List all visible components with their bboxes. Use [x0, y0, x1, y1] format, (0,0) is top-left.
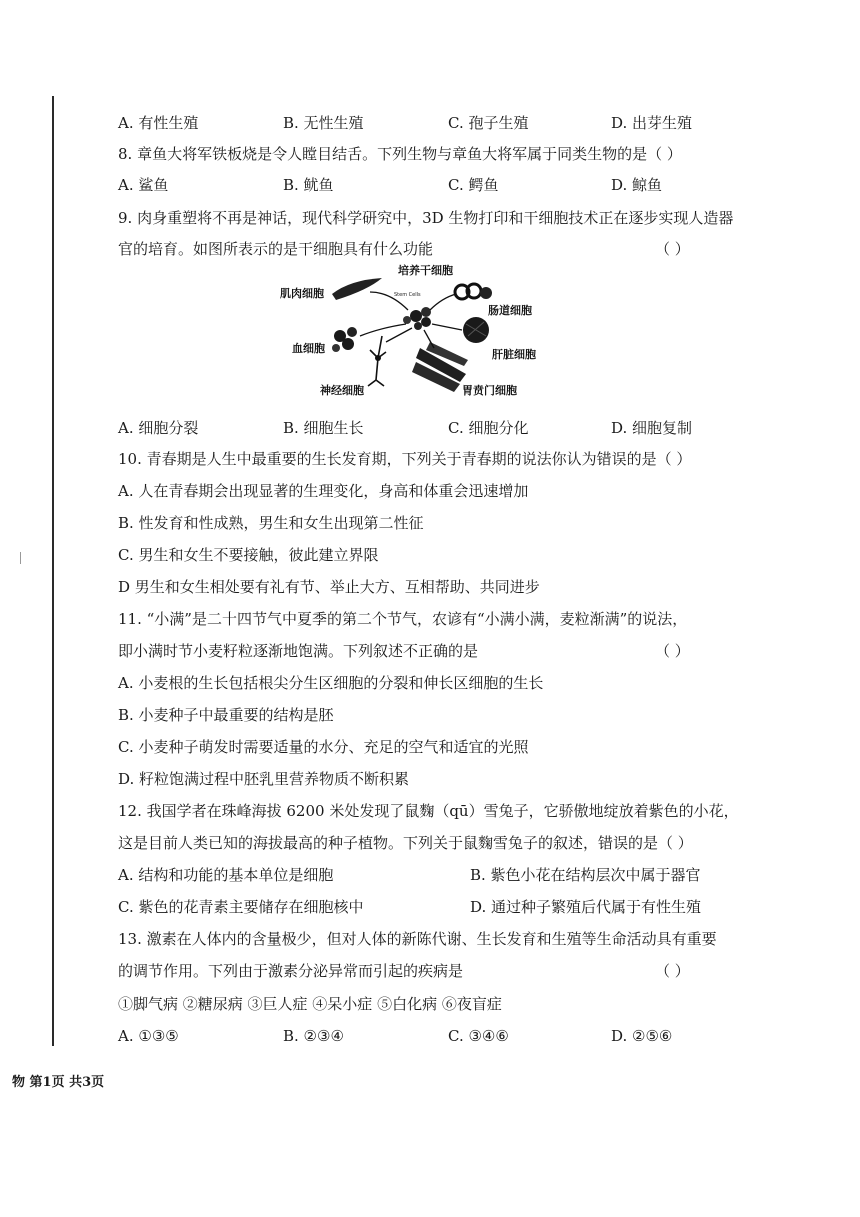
- q13-option-c: C. ③④⑥: [448, 1027, 509, 1045]
- q12-option-d: D. 通过种子繁殖后代属于有性生殖: [470, 898, 702, 916]
- q12-option-a: A. 结构和功能的基本单位是细胞: [118, 866, 334, 884]
- diagram-label-intestine: 肠道细胞: [488, 304, 532, 317]
- diagram-label-liver: 肝脏细胞: [492, 348, 536, 361]
- q12-stem-line2: 这是目前人类已知的海拔最高的种子植物。下列关于鼠麴雪兔子的叙述，错误的是（ ）: [118, 834, 693, 852]
- stomach-cell-icon: [412, 342, 468, 392]
- q8-stem: 8. 章鱼大将军铁板烧是令人瞠目结舌。下列生物与章鱼大将军属于同类生物的是（ ）: [118, 145, 682, 163]
- diagram-label-blood: 血细胞: [292, 342, 325, 355]
- q11-stem-line1: 11. “小满”是二十四节气中夏季的第二个节气，农谚有“小满小满，麦粒渐满”的说法，: [118, 610, 688, 628]
- diagram-label-muscle: 肌肉细胞: [280, 287, 324, 300]
- q10-option-d: D 男生和女生相处要有礼有节、举止大方、互相帮助、共同进步: [118, 578, 540, 596]
- liver-cell-icon: [463, 317, 489, 343]
- nerve-cell-icon: [368, 336, 386, 386]
- q10-option-a: A. 人在青春期会出现显著的生理变化，身高和体重会迅速增加: [118, 482, 529, 500]
- margin-tick-mark: [20, 552, 21, 564]
- q8-option-d: D. 鲸鱼: [611, 176, 663, 194]
- diagram-label-stomach: 胃贲门细胞: [462, 384, 517, 397]
- diagram-label-nerve: 神经细胞: [320, 384, 364, 397]
- q11-option-d: D. 籽粒饱满过程中胚乳里营养物质不断积累: [118, 770, 410, 788]
- q13-stem-line1: 13. 激素在人体内的含量极少，但对人体的新陈代谢、生长发育和生殖等生命活动具有重要: [118, 930, 717, 948]
- q10-stem: 10. 青春期是人生中最重要的生长发育期，下列关于青春期的说法你认为错误的是（ ）: [118, 450, 692, 468]
- q13-option-b: B. ②③④: [283, 1027, 344, 1045]
- page-footer: 物 第1页 共3页: [12, 1075, 105, 1090]
- q12-stem-line1: 12. 我国学者在珠峰海拔 6200 米处发现了鼠麴（qū）雪兔子，它骄傲地绽放着紫色的小花，: [118, 802, 739, 820]
- q13-option-a: A. ①③⑤: [118, 1027, 179, 1045]
- q11-option-a: A. 小麦根的生长包括根尖分生区细胞的分裂和伸长区细胞的生长: [118, 674, 544, 692]
- q8-option-c: C. 鳄鱼: [448, 176, 499, 194]
- q9-option-b: B. 细胞生长: [283, 419, 364, 437]
- q9-option-d: D. 细胞复制: [611, 419, 693, 437]
- q7-option-b: B. 无性生殖: [283, 114, 364, 132]
- q11-stem-line2: 即小满时节小麦籽粒逐渐地饱满。下列叙述不正确的是: [118, 642, 479, 660]
- q13-item-list: ①脚气病 ②糖尿病 ③巨人症 ④呆小症 ⑤白化病 ⑥夜盲症: [118, 995, 502, 1013]
- stem-cell-cluster-icon: [403, 307, 431, 330]
- q13-answer-paren: （ ）: [655, 962, 690, 980]
- q7-option-c: C. 孢子生殖: [448, 114, 529, 132]
- q12-option-b: B. 紫色小花在结构层次中属于器官: [470, 866, 701, 884]
- q11-answer-paren: （ ）: [655, 642, 690, 660]
- q11-option-b: B. 小麦种子中最重要的结构是胚: [118, 706, 334, 724]
- q13-option-d: D. ②⑤⑥: [611, 1027, 673, 1045]
- q10-option-c: C. 男生和女生不要接触，彼此建立界限: [118, 546, 379, 564]
- binding-margin-line: [52, 96, 54, 1046]
- q12-option-c: C. 紫色的花青素主要储存在细胞核中: [118, 898, 364, 916]
- q7-option-d: D. 出芽生殖: [611, 114, 693, 132]
- diagram-title: 培养干细胞: [398, 264, 453, 277]
- muscle-cell-icon: [332, 278, 382, 300]
- q9-stem-line1: 9. 肉身重塑将不再是神话，现代科学研究中，3D 生物打印和干细胞技术正在逐步实现人造器: [118, 209, 734, 227]
- q9-option-a: A. 细胞分裂: [118, 419, 199, 437]
- q8-option-a: A. 鲨鱼: [118, 176, 169, 194]
- q9-answer-paren: （ ）: [655, 240, 690, 258]
- q11-option-c: C. 小麦种子萌发时需要适量的水分、充足的空气和适宜的光照: [118, 738, 529, 756]
- stem-cell-diagram: [270, 262, 560, 402]
- q10-option-b: B. 性发育和性成熟，男生和女生出现第二性征: [118, 514, 424, 532]
- intestine-cell-icon: [455, 284, 492, 299]
- blood-cell-icon: [332, 327, 357, 352]
- q8-option-b: B. 鱿鱼: [283, 176, 334, 194]
- q9-stem-line2: 官的培育。如图所表示的是干细胞具有什么功能: [118, 240, 434, 258]
- q13-stem-line2: 的调节作用。下列由于激素分泌异常而引起的疾病是: [118, 962, 464, 980]
- q7-option-a: A. 有性生殖: [118, 114, 199, 132]
- q9-option-c: C. 细胞分化: [448, 419, 529, 437]
- diagram-center-label: Stem Cells: [394, 292, 421, 298]
